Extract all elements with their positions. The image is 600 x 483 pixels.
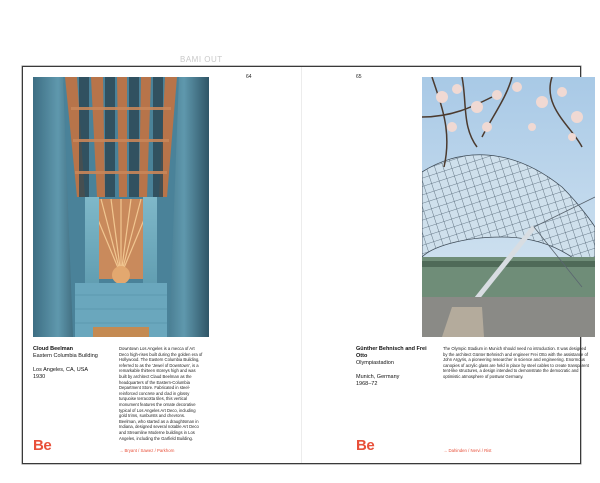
tensile-canopy-photo	[422, 77, 595, 337]
book-spread	[22, 66, 589, 464]
entry-heading	[356, 346, 436, 388]
location: Los Angeles, CA, USA	[33, 367, 89, 373]
building-name: Olympiastadion	[356, 360, 394, 366]
entry-heading	[33, 346, 118, 381]
page-number: 64	[246, 74, 252, 80]
architect-name: Günther Behnisch and Frei Otto	[356, 346, 427, 359]
right-page	[302, 67, 589, 463]
year: 1968–72	[356, 381, 378, 387]
be-logo: Be	[33, 437, 52, 454]
cross-references[interactable]: → Dahinden / Nervi / Rist	[443, 448, 492, 453]
art-deco-tower-illustration	[33, 77, 209, 337]
cross-references[interactable]: → Bryant / Sawez / Parkhorn	[119, 448, 175, 453]
ghost-text: BAMI OUT	[180, 55, 223, 64]
page-number: 65	[356, 74, 362, 80]
tensile-canopy-illustration	[422, 77, 595, 337]
body-text: Downtown Los Angeles is a mecca of Art Deco high-rises built during the golden era of Hollywood. The Eastern Columbia Building, referred to as the 'Jewel of Downtown', is a remarkable thirteen storeys high and was built by architect Claud Beelman as the headquarters of the Eastern-Columbia Department Store. Fabricated in steel-reinforced concrete and clad in glossy turquoise terracotta tiles, this vertical monument features the ornate decorative typical of Los Angeles Art Deco, including gold trims, sunbursts and chevrons. Beelman, who started as a draughtsman in Indiana, designed several notable Art Deco and Streamline Moderne buildings in Los Angeles, including the Garfield Building.	[119, 346, 203, 441]
body-text: The Olympic Stadium in Munich should need no introduction. It was designed by the architect Günter Behnisch and engineer Frei Otto with the assistance of John Argyris, a pioneering researcher in science and engineering. Enormous canopies of acrylic glass are held in place by steel cables to create transparent tent-like structures, a design intended to demonstrate the democratic and optimistic atmosphere of postwar Germany.	[443, 346, 589, 379]
be-logo: Be	[356, 437, 375, 454]
left-page	[23, 67, 302, 463]
building-name: Eastern Columbia Building	[33, 353, 98, 359]
architect-name: Cloud Beelman	[33, 346, 74, 352]
year: 1930	[33, 374, 46, 380]
art-deco-tower-photo	[33, 77, 209, 337]
location: Munich, Germany	[356, 374, 400, 380]
